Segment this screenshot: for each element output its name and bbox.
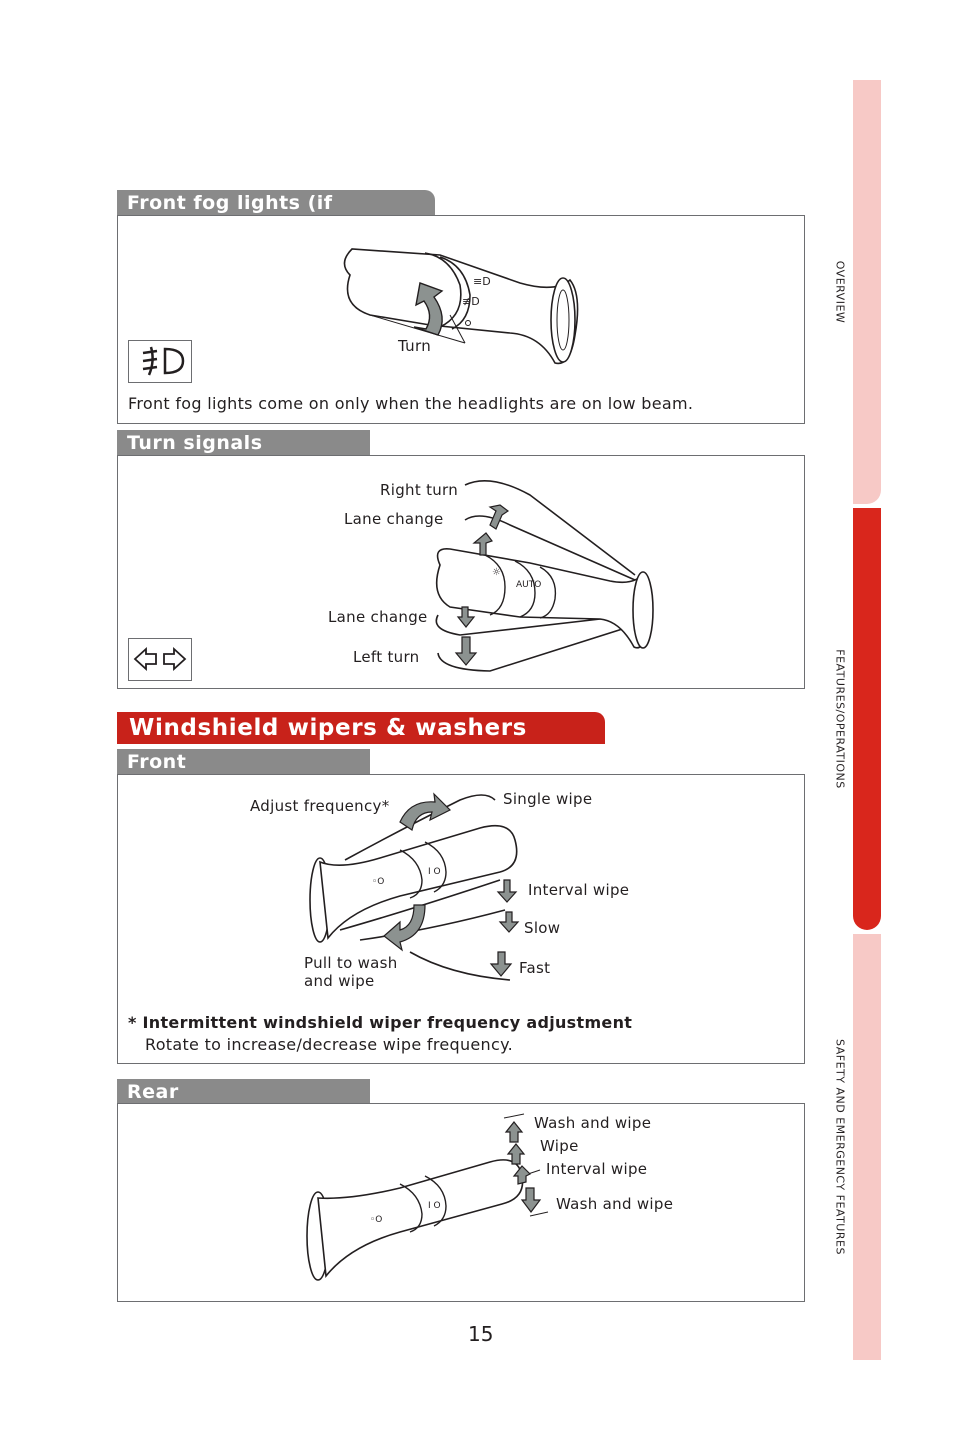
tab-features-operations[interactable] (853, 508, 881, 930)
fog-header: Front fog lights (if (117, 190, 435, 216)
tab-safety-emergency[interactable] (853, 934, 881, 1360)
fog-turn-label: Turn (398, 337, 432, 355)
svg-text:◦O: ◦O (372, 877, 385, 887)
fog-note: Front fog lights come on only when the headlights are on low beam. (128, 394, 694, 413)
turn-arrows-icon (129, 639, 191, 680)
lane-change-up-label: Lane change (344, 510, 444, 528)
interval-wipe-label: Interval wipe (528, 881, 630, 899)
rear-wiper-lever-illustration (290, 1110, 560, 1290)
svg-text:I O: I O (428, 1201, 441, 1211)
signals-header: Turn signals (117, 430, 370, 456)
tab-safety-label-wrap (826, 934, 854, 1360)
tab-features-label: FEATURES/OPERATIONS (833, 649, 847, 789)
tab-features-label-wrap (826, 508, 854, 930)
svg-text:≢D: ≢D (462, 295, 480, 308)
svg-text:I O: I O (428, 867, 441, 877)
rear-wash-wipe-top-label: Wash and wipe (534, 1114, 652, 1132)
footnote-text: Rotate to increase/decrease wipe frequency. (145, 1035, 513, 1054)
footnote-title: * Intermittent windshield wiper frequency adjustment (128, 1013, 633, 1032)
svg-text:◦O: ◦O (370, 1215, 383, 1225)
rear-wipe-label: Wipe (540, 1137, 579, 1155)
turn-indicator-box (128, 638, 192, 681)
fog-light-icon (129, 341, 191, 382)
rear-interval-label: Interval wipe (546, 1160, 648, 1178)
left-turn-label: Left turn (353, 648, 420, 666)
fog-indicator-box (128, 340, 192, 383)
tab-overview-label: OVERVIEW (833, 260, 847, 324)
slow-label: Slow (524, 919, 561, 937)
adjust-frequency-label: Adjust frequency* (250, 797, 390, 815)
wipers-title: Windshield wipers & washers (117, 712, 605, 744)
tab-overview-label-wrap (826, 80, 854, 504)
tab-overview[interactable] (853, 80, 881, 504)
turn-signal-lever-illustration (420, 475, 670, 675)
right-turn-label: Right turn (380, 481, 459, 499)
single-wipe-label: Single wipe (503, 790, 593, 808)
pull-wash-label-2: and wipe (304, 972, 375, 990)
rear-wipers-header: Rear (117, 1079, 370, 1105)
svg-text:AUTO: AUTO (516, 580, 542, 590)
tab-safety-label: SAFETY AND EMERGENCY FEATURES (833, 1039, 847, 1255)
pull-wash-label-1: Pull to wash (304, 954, 398, 972)
svg-text:≡D: ≡D (473, 275, 491, 288)
svg-text:☼: ☼ (492, 567, 501, 578)
lane-change-down-label: Lane change (328, 608, 428, 626)
fast-label: Fast (519, 959, 551, 977)
page-number: 15 (468, 1322, 494, 1346)
front-wipers-header: Front (117, 749, 370, 775)
rear-wash-wipe-bottom-label: Wash and wipe (556, 1195, 674, 1213)
fog-lever-illustration (330, 235, 590, 375)
